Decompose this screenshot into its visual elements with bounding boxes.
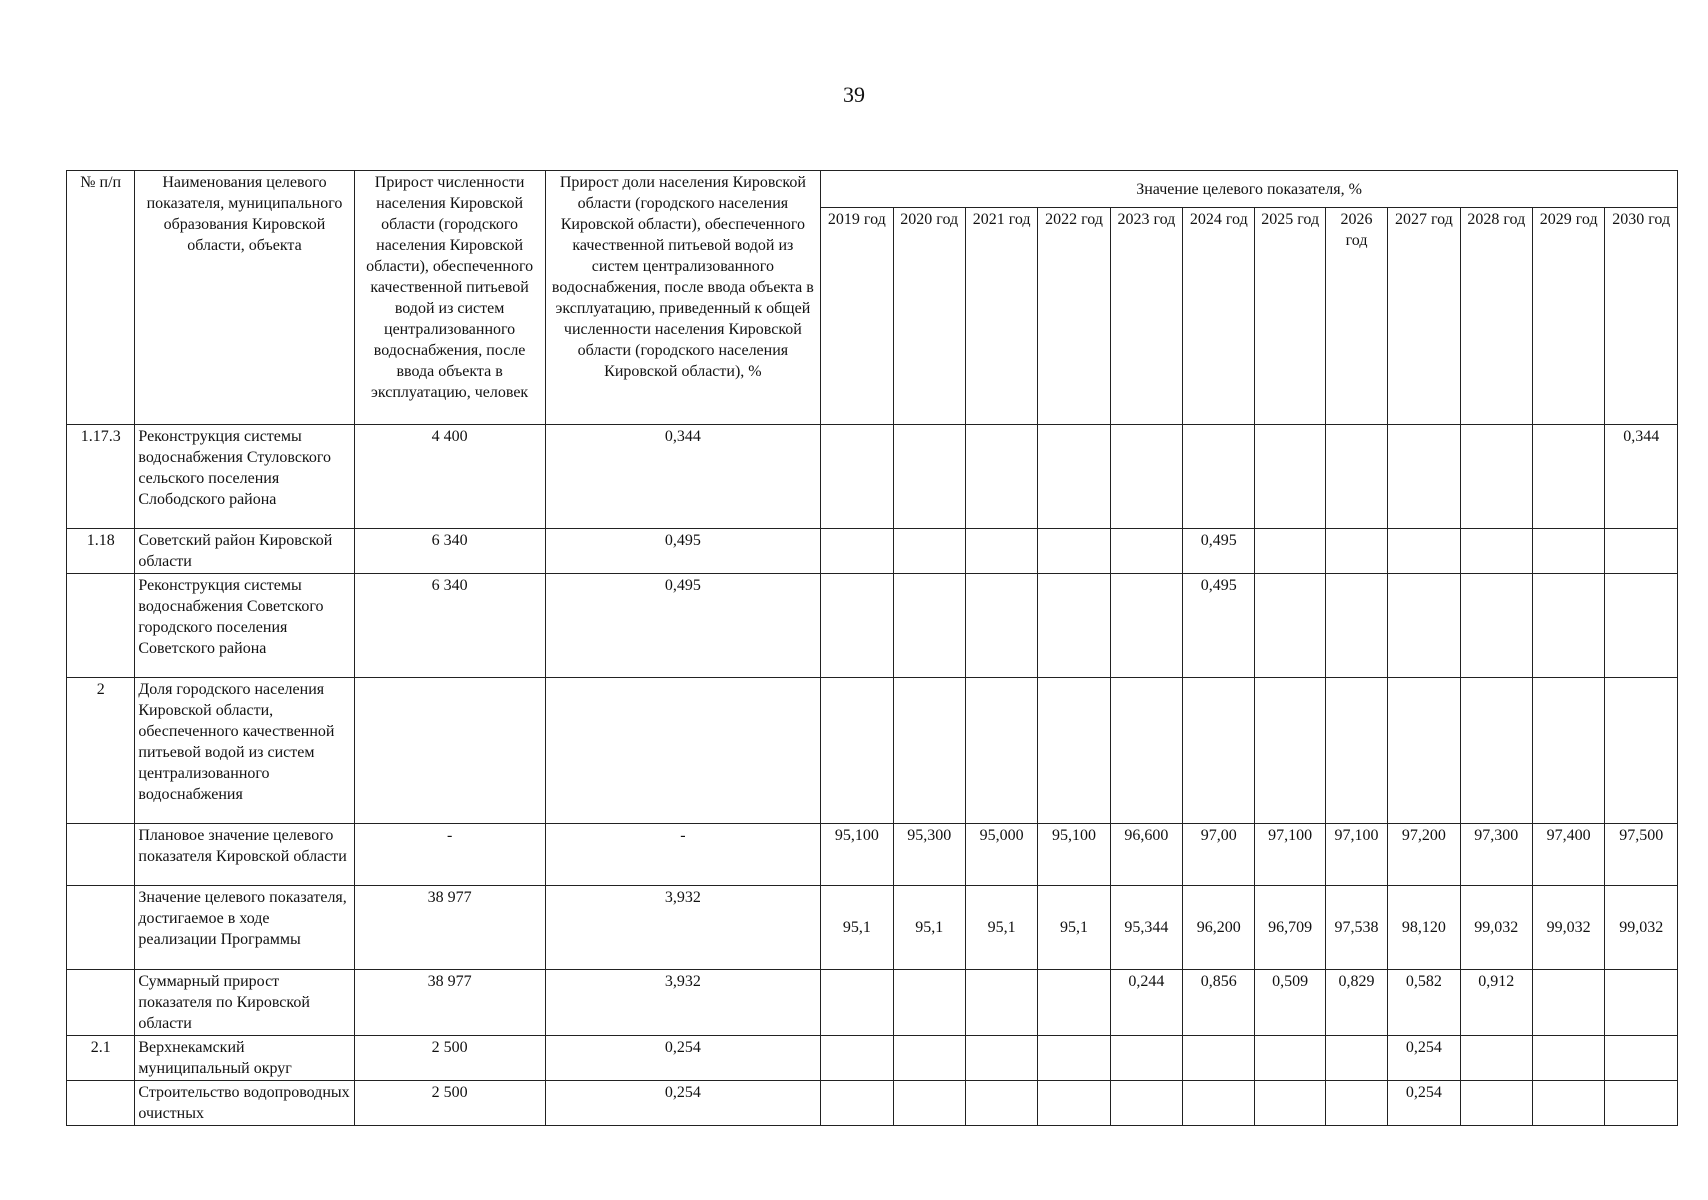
row-year-value bbox=[1325, 529, 1387, 574]
row-year-value bbox=[1605, 1036, 1678, 1081]
row-population-growth: 6 340 bbox=[354, 529, 545, 574]
row-year-value bbox=[893, 970, 965, 1036]
header-year: 2027 год bbox=[1388, 208, 1460, 425]
row-year-value bbox=[1388, 678, 1460, 824]
page-number: 39 bbox=[843, 82, 865, 107]
header-number: № п/п bbox=[67, 171, 135, 425]
row-year-value: 95,344 bbox=[1110, 886, 1182, 970]
row-year-value bbox=[1605, 529, 1678, 574]
row-indicator-name: Значение целевого показателя, достигаемое в ходе реализации Программы bbox=[135, 886, 354, 970]
row-year-value bbox=[1532, 678, 1604, 824]
row-year-value: 95,1 bbox=[821, 886, 893, 970]
header-indicator-name: Наименования целевого показателя, муниципального образования Кировской области, объекта bbox=[135, 171, 354, 425]
header-year: 2024 год bbox=[1183, 208, 1255, 425]
header-year: 2029 год bbox=[1532, 208, 1604, 425]
row-year-value bbox=[965, 574, 1037, 678]
row-year-value: 0,582 bbox=[1388, 970, 1460, 1036]
row-year-value: 97,300 bbox=[1460, 824, 1532, 886]
row-population-growth: - bbox=[354, 824, 545, 886]
row-year-value bbox=[1110, 678, 1182, 824]
row-share-growth: 0,495 bbox=[545, 529, 821, 574]
row-number: 2 bbox=[67, 678, 135, 824]
row-year-value bbox=[1460, 425, 1532, 529]
row-year-value bbox=[1110, 529, 1182, 574]
row-population-growth: 38 977 bbox=[354, 886, 545, 970]
row-year-value bbox=[1532, 574, 1604, 678]
row-year-value bbox=[1183, 425, 1255, 529]
row-year-value bbox=[821, 678, 893, 824]
row-number: 2.1 bbox=[67, 1036, 135, 1081]
row-year-value bbox=[1605, 970, 1678, 1036]
row-year-value bbox=[1325, 425, 1387, 529]
row-year-value bbox=[1532, 1036, 1604, 1081]
row-year-value bbox=[1532, 529, 1604, 574]
header-year: 2020 год bbox=[893, 208, 965, 425]
row-year-value bbox=[1605, 574, 1678, 678]
row-year-value bbox=[965, 1081, 1037, 1126]
row-year-value: 99,032 bbox=[1532, 886, 1604, 970]
row-year-value bbox=[1460, 678, 1532, 824]
row-year-value bbox=[1038, 1036, 1110, 1081]
row-year-value bbox=[965, 1036, 1037, 1081]
table-row bbox=[67, 1081, 1678, 1126]
row-year-value bbox=[1255, 678, 1325, 824]
row-share-growth: 0,254 bbox=[545, 1081, 821, 1126]
row-year-value bbox=[1255, 1081, 1325, 1126]
row-year-value bbox=[821, 970, 893, 1036]
row-year-value bbox=[1110, 1036, 1182, 1081]
row-year-value: 95,1 bbox=[1038, 886, 1110, 970]
row-year-value bbox=[1255, 574, 1325, 678]
row-year-value bbox=[821, 1081, 893, 1126]
row-year-value bbox=[1183, 678, 1255, 824]
row-population-growth: 2 500 bbox=[354, 1036, 545, 1081]
row-year-value bbox=[1388, 574, 1460, 678]
row-number bbox=[67, 886, 135, 970]
row-indicator-name: Реконструкция системы водоснабжения Советского городского поселения Советского района bbox=[135, 574, 354, 678]
row-year-value: 99,032 bbox=[1460, 886, 1532, 970]
row-share-growth: 3,932 bbox=[545, 970, 821, 1036]
target-indicator-table bbox=[66, 170, 1678, 1126]
row-year-value bbox=[1388, 529, 1460, 574]
row-year-value: 0,254 bbox=[1388, 1036, 1460, 1081]
row-year-value bbox=[1110, 1081, 1182, 1126]
row-year-value bbox=[1460, 1081, 1532, 1126]
table-row bbox=[67, 574, 1678, 678]
row-year-value bbox=[1460, 529, 1532, 574]
row-year-value bbox=[1325, 574, 1387, 678]
row-share-growth: 3,932 bbox=[545, 886, 821, 970]
header-year: 2025 год bbox=[1255, 208, 1325, 425]
row-year-value: 0,912 bbox=[1460, 970, 1532, 1036]
row-year-value bbox=[893, 425, 965, 529]
row-year-value: 96,600 bbox=[1110, 824, 1182, 886]
row-year-value bbox=[965, 970, 1037, 1036]
row-year-value: 95,100 bbox=[821, 824, 893, 886]
row-number bbox=[67, 1081, 135, 1126]
row-population-growth: 2 500 bbox=[354, 1081, 545, 1126]
header-population-growth: Прирост численности населения Кировской области (городского населения Кировской области), обеспеченного качественной питьевой водой из систем централизованного водоснабжения, после ввода объекта в эксплуатацию, человек bbox=[354, 171, 545, 425]
header-year: 2023 год bbox=[1110, 208, 1182, 425]
row-year-value: 98,120 bbox=[1388, 886, 1460, 970]
row-year-value: 0,495 bbox=[1183, 529, 1255, 574]
table-row bbox=[67, 678, 1678, 824]
row-year-value bbox=[821, 529, 893, 574]
row-year-value bbox=[1460, 574, 1532, 678]
row-year-value bbox=[1325, 1081, 1387, 1126]
table-row bbox=[67, 824, 1678, 886]
row-year-value: 96,709 bbox=[1255, 886, 1325, 970]
row-indicator-name: Советский район Кировской области bbox=[135, 529, 354, 574]
row-year-value: 0,254 bbox=[1388, 1081, 1460, 1126]
table-row bbox=[67, 1036, 1678, 1081]
row-year-value: 97,400 bbox=[1532, 824, 1604, 886]
row-indicator-name: Реконструкция системы водоснабжения Стуловского сельского поселения Слободского района bbox=[135, 425, 354, 529]
row-year-value: 95,000 bbox=[965, 824, 1037, 886]
row-year-value bbox=[1038, 1081, 1110, 1126]
row-year-value bbox=[1038, 425, 1110, 529]
row-share-growth: 0,495 bbox=[545, 574, 821, 678]
row-year-value: 0,495 bbox=[1183, 574, 1255, 678]
row-year-value bbox=[1325, 1036, 1387, 1081]
row-year-value: 95,1 bbox=[893, 886, 965, 970]
row-population-growth: 4 400 bbox=[354, 425, 545, 529]
row-year-value bbox=[1110, 425, 1182, 529]
row-year-value bbox=[1038, 574, 1110, 678]
header-year: 2030 год bbox=[1605, 208, 1678, 425]
row-share-growth bbox=[545, 678, 821, 824]
row-year-value bbox=[1532, 425, 1604, 529]
header-year: 2019 год bbox=[821, 208, 893, 425]
header-year: 2021 год bbox=[965, 208, 1037, 425]
row-year-value bbox=[1532, 1081, 1604, 1126]
row-year-value bbox=[1605, 1081, 1678, 1126]
row-year-value bbox=[1038, 678, 1110, 824]
row-year-value bbox=[1038, 970, 1110, 1036]
row-year-value: 97,500 bbox=[1605, 824, 1678, 886]
row-year-value: 97,200 bbox=[1388, 824, 1460, 886]
row-year-value bbox=[893, 574, 965, 678]
row-year-value: 0,509 bbox=[1255, 970, 1325, 1036]
row-year-value bbox=[1255, 425, 1325, 529]
header-year: 2026 год bbox=[1325, 208, 1387, 425]
header-year: 2022 год bbox=[1038, 208, 1110, 425]
row-year-value bbox=[965, 529, 1037, 574]
row-share-growth: - bbox=[545, 824, 821, 886]
row-indicator-name: Доля городского населения Кировской области, обеспеченного качественной питьевой водой из систем централизованного водоснабжения bbox=[135, 678, 354, 824]
row-year-value bbox=[965, 678, 1037, 824]
row-year-value: 97,100 bbox=[1325, 824, 1387, 886]
table-row bbox=[67, 425, 1678, 529]
row-year-value bbox=[821, 574, 893, 678]
row-year-value bbox=[965, 425, 1037, 529]
row-year-value: 97,00 bbox=[1183, 824, 1255, 886]
row-year-value bbox=[821, 1036, 893, 1081]
row-population-growth: 6 340 bbox=[354, 574, 545, 678]
row-number: 1.17.3 bbox=[67, 425, 135, 529]
row-population-growth: 38 977 bbox=[354, 970, 545, 1036]
row-year-value: 0,244 bbox=[1110, 970, 1182, 1036]
row-year-value: 0,829 bbox=[1325, 970, 1387, 1036]
row-year-value bbox=[1460, 1036, 1532, 1081]
row-number bbox=[67, 970, 135, 1036]
row-year-value bbox=[1255, 529, 1325, 574]
header-year: 2028 год bbox=[1460, 208, 1532, 425]
row-year-value: 95,1 bbox=[965, 886, 1037, 970]
row-year-value bbox=[893, 1036, 965, 1081]
row-number bbox=[67, 574, 135, 678]
row-year-value: 99,032 bbox=[1605, 886, 1678, 970]
row-year-value bbox=[821, 425, 893, 529]
row-year-value: 95,100 bbox=[1038, 824, 1110, 886]
row-year-value bbox=[893, 529, 965, 574]
row-indicator-name: Верхнекамский муниципальный округ bbox=[135, 1036, 354, 1081]
row-year-value: 97,538 bbox=[1325, 886, 1387, 970]
row-year-value bbox=[893, 1081, 965, 1126]
row-year-value: 0,344 bbox=[1605, 425, 1678, 529]
row-share-growth: 0,344 bbox=[545, 425, 821, 529]
row-year-value bbox=[1532, 970, 1604, 1036]
row-indicator-name: Строительство водопроводных очистных bbox=[135, 1081, 354, 1126]
row-year-value bbox=[1038, 529, 1110, 574]
table-row bbox=[67, 886, 1678, 970]
row-year-value bbox=[893, 678, 965, 824]
table-row bbox=[67, 970, 1678, 1036]
table-row bbox=[67, 529, 1678, 574]
row-year-value bbox=[1325, 678, 1387, 824]
table-body bbox=[67, 425, 1678, 1126]
row-year-value bbox=[1388, 425, 1460, 529]
row-year-value: 95,300 bbox=[893, 824, 965, 886]
row-year-value bbox=[1183, 1081, 1255, 1126]
header-share-growth: Прирост доли населения Кировской области (городского населения Кировской области), обеспеченного качественной питьевой водой из систем централизованного водоснабжения, после ввода объекта в эксплуатацию, приведенный к общей численности населения Кировской области (городского населения Кировской области), % bbox=[545, 171, 821, 425]
row-indicator-name: Плановое значение целевого показателя Кировской области bbox=[135, 824, 354, 886]
row-year-value: 96,200 bbox=[1183, 886, 1255, 970]
row-year-value bbox=[1605, 678, 1678, 824]
row-year-value: 97,100 bbox=[1255, 824, 1325, 886]
row-year-value bbox=[1183, 1036, 1255, 1081]
row-share-growth: 0,254 bbox=[545, 1036, 821, 1081]
row-population-growth bbox=[354, 678, 545, 824]
row-indicator-name: Суммарный прирост показателя по Кировской области bbox=[135, 970, 354, 1036]
header-indicator-values: Значение целевого показателя, % bbox=[821, 171, 1678, 208]
row-year-value: 0,856 bbox=[1183, 970, 1255, 1036]
row-number: 1.18 bbox=[67, 529, 135, 574]
row-number bbox=[67, 824, 135, 886]
row-year-value bbox=[1110, 574, 1182, 678]
row-year-value bbox=[1255, 1036, 1325, 1081]
